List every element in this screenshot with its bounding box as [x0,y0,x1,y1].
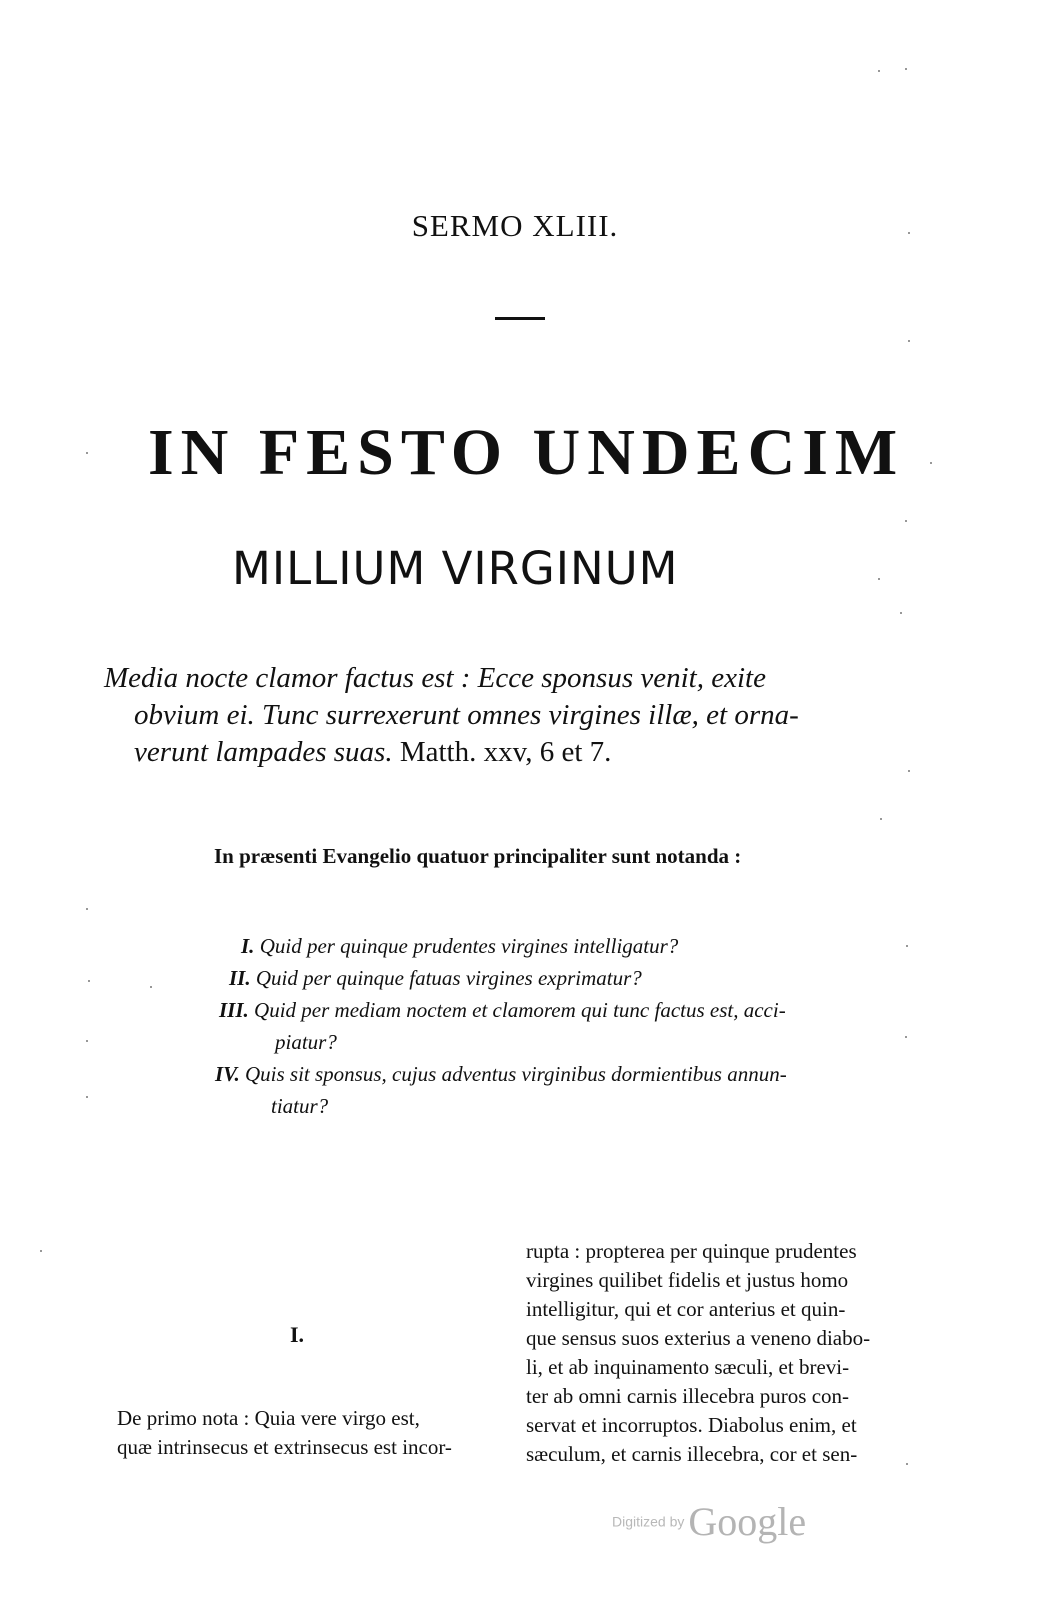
epigraph-line-3 [104,734,944,771]
text-line: virgines quilibet fidelis et justus homo [526,1268,849,1292]
scan-speck [878,578,880,580]
title-divider-rule [495,317,545,320]
question-continuation: piatur? [275,1030,337,1054]
scan-speck [906,945,908,947]
scan-speck [88,980,90,982]
scan-speck [908,340,910,342]
question-item [215,962,935,994]
intro-sentence: In præsenti Evangelio quatuor principaliter sunt notanda : [214,844,742,868]
google-logo: Google [688,1499,807,1544]
text-line: ter ab omni carnis illecebra puros con- [526,1384,850,1408]
page-subtitle: MILLIUM VIRGINUM [232,542,679,595]
epigraph-line-3-text: verunt lampades suas. [134,736,393,768]
text-line: De primo nota : Quia vere virgo est, [117,1406,420,1430]
scan-speck [150,986,152,988]
scan-speck [86,452,88,454]
question-item [215,930,935,962]
left-column-text [117,1404,499,1462]
question-list [215,930,935,1122]
scan-speck [86,1040,88,1042]
scan-speck [908,770,910,772]
right-column-text [526,1237,930,1469]
page-title: IN FESTO UNDECIM [148,416,905,489]
question-text: Quid per quinque fatuas virgines exprimatur? [255,966,642,990]
scan-speck [905,68,907,70]
question-continuation: tiatur? [271,1094,329,1118]
question-text: Quid per quinque prudentes virgines intelligatur? [259,934,679,958]
question-text: Quid per mediam noctem et clamorem qui tunc factus est, acci- [254,998,786,1022]
scan-speck [40,1250,42,1252]
scan-speck [908,232,910,234]
question-text: Quis sit sponsus, cujus adventus virginibus dormientibus annun- [244,1062,787,1086]
text-line: intelligitur, qui et cor anterius et quin- [526,1297,846,1321]
digitization-watermark [612,1498,806,1548]
text-line: quæ intrinsecus et extrinsecus est incor- [117,1435,452,1459]
scan-speck [86,908,88,910]
scan-speck [86,1096,88,1098]
scan-speck [905,1036,907,1038]
scan-speck [930,462,932,464]
text-line: sæculum, et carnis illecebra, cor et sen- [526,1442,858,1466]
scan-speck [905,520,907,522]
epigraph-line-1: Media nocte clamor factus est : Ecce sponsus venit, exite [104,662,766,694]
text-line: rupta : propterea per quinque prudentes [526,1239,857,1263]
watermark-prefix: Digitized by [612,1513,685,1530]
scripture-epigraph [104,660,944,771]
question-number: I. [241,934,255,958]
scan-speck [880,818,882,820]
text-line: li, et ab inquinamento sæculi, et brevi- [526,1355,850,1379]
question-number: III. [219,998,249,1022]
sermon-number-heading: SERMO XLIII. [411,208,619,243]
text-line: que sensus suos exterius a veneno diabo- [526,1326,871,1350]
question-item [215,1058,935,1122]
scan-speck [900,612,902,614]
scripture-reference: Matth. xxv, 6 et 7. [399,736,612,768]
text-line: servat et incorruptos. Diabolus enim, et [526,1413,857,1437]
scan-speck [906,1463,908,1465]
question-number: IV. [215,1062,240,1086]
section-number: I. [290,1322,305,1347]
question-item [215,994,935,1058]
scan-speck [878,70,880,72]
epigraph-line-2: obvium ei. Tunc surrexerunt omnes virgines illæ, et orna- [134,699,799,731]
question-number: II. [229,966,251,990]
